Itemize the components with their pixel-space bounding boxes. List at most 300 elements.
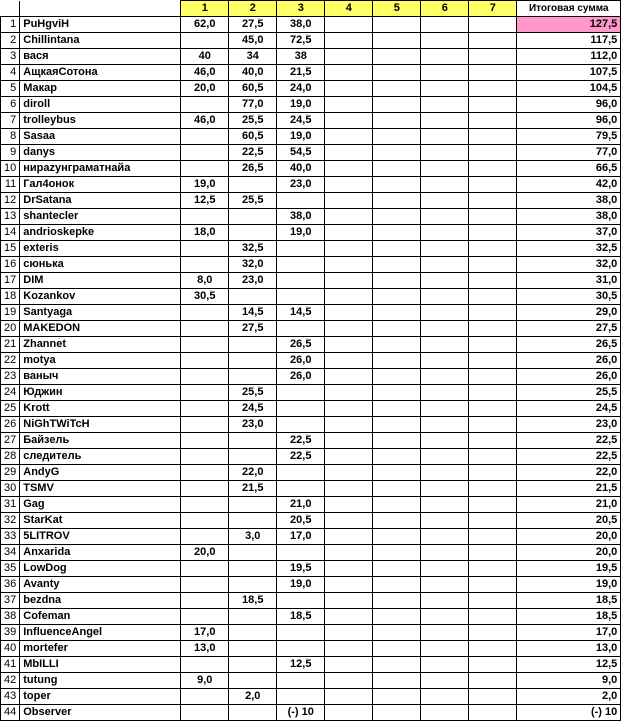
total-header[interactable]: Итоговая сумма	[517, 1, 621, 17]
round-2-score-cell[interactable]: 22,0	[229, 465, 277, 481]
round-5-score-cell[interactable]	[373, 241, 421, 257]
round-6-score-cell[interactable]	[421, 257, 469, 273]
round-4-score-cell[interactable]	[325, 545, 373, 561]
round-1-score-cell[interactable]	[181, 385, 229, 401]
round-4-score-cell[interactable]	[325, 337, 373, 353]
round-5-score-cell[interactable]	[373, 385, 421, 401]
round-2-score-cell[interactable]: 27,5	[229, 321, 277, 337]
round-6-score-cell[interactable]	[421, 33, 469, 49]
round-2-score-cell[interactable]	[229, 609, 277, 625]
round-7-score-cell[interactable]	[469, 385, 517, 401]
round-3-score-cell[interactable]	[277, 321, 325, 337]
round-3-score-cell[interactable]	[277, 641, 325, 657]
round-1-score-cell[interactable]: 62,0	[181, 17, 229, 33]
round-5-score-cell[interactable]	[373, 193, 421, 209]
round-7-score-cell[interactable]	[469, 561, 517, 577]
player-name-cell[interactable]: bezdna	[20, 593, 181, 609]
player-name-cell[interactable]: нираzунграматнайа	[20, 161, 181, 177]
total-score-cell[interactable]: 30,5	[517, 289, 621, 305]
round-5-score-cell[interactable]	[373, 289, 421, 305]
total-score-cell[interactable]: 20,0	[517, 529, 621, 545]
round-7-score-cell[interactable]	[469, 81, 517, 97]
round-1-score-cell[interactable]	[181, 513, 229, 529]
round-3-score-cell[interactable]: 21,5	[277, 65, 325, 81]
round-7-score-cell[interactable]	[469, 33, 517, 49]
round-6-score-cell[interactable]	[421, 337, 469, 353]
player-name-cell[interactable]: Zhannet	[20, 337, 181, 353]
total-score-cell[interactable]: 19,0	[517, 577, 621, 593]
round-5-score-cell[interactable]	[373, 481, 421, 497]
round-3-score-cell[interactable]	[277, 465, 325, 481]
round-5-score-cell[interactable]	[373, 545, 421, 561]
round-1-score-cell[interactable]: 46,0	[181, 65, 229, 81]
round-2-score-cell[interactable]: 32,5	[229, 241, 277, 257]
round-4-score-cell[interactable]	[325, 609, 373, 625]
round-1-score-cell[interactable]	[181, 465, 229, 481]
round-1-score-cell[interactable]	[181, 33, 229, 49]
round-1-score-cell[interactable]: 19,0	[181, 177, 229, 193]
total-score-cell[interactable]: 127,5	[517, 17, 621, 33]
round-6-score-cell[interactable]	[421, 49, 469, 65]
round-4-score-cell[interactable]	[325, 673, 373, 689]
round-7-score-cell[interactable]	[469, 369, 517, 385]
round-5-score-cell[interactable]	[373, 577, 421, 593]
round-3-score-cell[interactable]	[277, 625, 325, 641]
round-6-score-cell[interactable]	[421, 129, 469, 145]
player-name-cell[interactable]: exteris	[20, 241, 181, 257]
player-name-cell[interactable]: toper	[20, 689, 181, 705]
round-5-score-cell[interactable]	[373, 97, 421, 113]
total-score-cell[interactable]: 117,5	[517, 33, 621, 49]
total-score-cell[interactable]: 77,0	[517, 145, 621, 161]
player-name-cell[interactable]: trolleybus	[20, 113, 181, 129]
round-4-score-cell[interactable]	[325, 129, 373, 145]
round-6-score-cell[interactable]	[421, 369, 469, 385]
round-5-score-cell[interactable]	[373, 401, 421, 417]
round-6-score-cell[interactable]	[421, 113, 469, 129]
round-6-score-cell[interactable]	[421, 657, 469, 673]
total-score-cell[interactable]: 107,5	[517, 65, 621, 81]
round-4-score-cell[interactable]	[325, 593, 373, 609]
round-3-score-cell[interactable]: 40,0	[277, 161, 325, 177]
round-3-score-cell[interactable]	[277, 689, 325, 705]
round-4-score-cell[interactable]	[325, 513, 373, 529]
round-6-score-cell[interactable]	[421, 449, 469, 465]
round-6-score-cell[interactable]	[421, 705, 469, 721]
round-3-score-cell[interactable]: 22,5	[277, 449, 325, 465]
round-1-score-cell[interactable]	[181, 321, 229, 337]
round-6-score-cell[interactable]	[421, 385, 469, 401]
round-1-score-cell[interactable]	[181, 593, 229, 609]
round-7-score-cell[interactable]	[469, 65, 517, 81]
round-2-score-cell[interactable]: 18,5	[229, 593, 277, 609]
round-6-score-cell[interactable]	[421, 673, 469, 689]
player-name-cell[interactable]: Anxarida	[20, 545, 181, 561]
total-score-cell[interactable]: 31,0	[517, 273, 621, 289]
round-6-score-cell[interactable]	[421, 81, 469, 97]
round-3-score-cell[interactable]: 19,0	[277, 97, 325, 113]
round-7-score-cell[interactable]	[469, 289, 517, 305]
round-3-score-cell[interactable]	[277, 673, 325, 689]
total-score-cell[interactable]: 25,5	[517, 385, 621, 401]
round-1-score-cell[interactable]: 20,0	[181, 81, 229, 97]
round-7-score-cell[interactable]	[469, 641, 517, 657]
round-3-score-cell[interactable]: 21,0	[277, 497, 325, 513]
round-2-score-cell[interactable]: 23,0	[229, 273, 277, 289]
player-name-cell[interactable]: Макар	[20, 81, 181, 97]
round-2-score-cell[interactable]: 2,0	[229, 689, 277, 705]
round-1-score-cell[interactable]	[181, 257, 229, 273]
player-name-cell[interactable]: Avanty	[20, 577, 181, 593]
round-5-score-cell[interactable]	[373, 465, 421, 481]
round-3-score-cell[interactable]: 38,0	[277, 209, 325, 225]
total-score-cell[interactable]: 96,0	[517, 113, 621, 129]
round-2-score-cell[interactable]: 77,0	[229, 97, 277, 113]
round-6-score-cell[interactable]	[421, 641, 469, 657]
round-2-score-cell[interactable]	[229, 497, 277, 513]
round-1-score-cell[interactable]: 46,0	[181, 113, 229, 129]
round-5-score-cell[interactable]	[373, 161, 421, 177]
round-4-score-cell[interactable]	[325, 417, 373, 433]
round-4-score-cell[interactable]	[325, 449, 373, 465]
round-4-score-cell[interactable]	[325, 321, 373, 337]
total-score-cell[interactable]: 17,0	[517, 625, 621, 641]
round-5-score-cell[interactable]	[373, 49, 421, 65]
total-score-cell[interactable]: 18,5	[517, 609, 621, 625]
round-5-score-cell[interactable]	[373, 561, 421, 577]
player-name-cell[interactable]: Юджин	[20, 385, 181, 401]
total-score-cell[interactable]: (-) 10	[517, 705, 621, 721]
round-4-score-cell[interactable]	[325, 625, 373, 641]
round-4-score-cell[interactable]	[325, 225, 373, 241]
round-2-score-cell[interactable]: 25,5	[229, 113, 277, 129]
round-2-score-cell[interactable]	[229, 433, 277, 449]
round-4-score-cell[interactable]	[325, 641, 373, 657]
round-2-score-cell[interactable]	[229, 449, 277, 465]
round-7-score-cell[interactable]	[469, 321, 517, 337]
round-2-score-cell[interactable]: 40,0	[229, 65, 277, 81]
round-4-score-cell[interactable]	[325, 305, 373, 321]
player-name-cell[interactable]: Sasaa	[20, 129, 181, 145]
round-6-score-cell[interactable]	[421, 289, 469, 305]
round-1-score-cell[interactable]	[181, 561, 229, 577]
player-name-cell[interactable]: следитель	[20, 449, 181, 465]
round-7-score-cell[interactable]	[469, 497, 517, 513]
round-6-score-cell[interactable]	[421, 241, 469, 257]
round-7-score-cell[interactable]	[469, 305, 517, 321]
round-7-score-cell[interactable]	[469, 529, 517, 545]
round-2-score-cell[interactable]: 26,5	[229, 161, 277, 177]
round-3-score-cell[interactable]: 19,5	[277, 561, 325, 577]
player-name-cell[interactable]: MAKEDON	[20, 321, 181, 337]
round-7-score-cell[interactable]	[469, 193, 517, 209]
round-7-score-cell[interactable]	[469, 145, 517, 161]
round-1-score-cell[interactable]	[181, 129, 229, 145]
round-3-score-cell[interactable]	[277, 193, 325, 209]
round-7-score-cell[interactable]	[469, 673, 517, 689]
player-name-cell[interactable]: вася	[20, 49, 181, 65]
player-name-cell[interactable]: MbILLI	[20, 657, 181, 673]
round-6-score-cell[interactable]	[421, 465, 469, 481]
round-5-score-cell[interactable]	[373, 497, 421, 513]
round-2-score-cell[interactable]: 60,5	[229, 129, 277, 145]
player-name-cell[interactable]: Kozankov	[20, 289, 181, 305]
round-header-7[interactable]: 7	[469, 1, 517, 17]
round-1-score-cell[interactable]	[181, 577, 229, 593]
round-4-score-cell[interactable]	[325, 289, 373, 305]
player-name-cell[interactable]: сюнька	[20, 257, 181, 273]
round-3-score-cell[interactable]: 19,0	[277, 577, 325, 593]
round-5-score-cell[interactable]	[373, 129, 421, 145]
round-7-score-cell[interactable]	[469, 417, 517, 433]
round-3-score-cell[interactable]: 24,5	[277, 113, 325, 129]
round-2-score-cell[interactable]	[229, 209, 277, 225]
round-1-score-cell[interactable]	[181, 353, 229, 369]
total-score-cell[interactable]: 23,0	[517, 417, 621, 433]
round-6-score-cell[interactable]	[421, 497, 469, 513]
round-1-score-cell[interactable]: 18,0	[181, 225, 229, 241]
round-4-score-cell[interactable]	[325, 33, 373, 49]
round-2-score-cell[interactable]	[229, 545, 277, 561]
round-1-score-cell[interactable]: 30,5	[181, 289, 229, 305]
round-7-score-cell[interactable]	[469, 449, 517, 465]
round-3-score-cell[interactable]	[277, 241, 325, 257]
round-5-score-cell[interactable]	[373, 225, 421, 241]
total-score-cell[interactable]: 38,0	[517, 193, 621, 209]
round-1-score-cell[interactable]	[181, 529, 229, 545]
round-3-score-cell[interactable]: 38	[277, 49, 325, 65]
round-4-score-cell[interactable]	[325, 193, 373, 209]
total-score-cell[interactable]: 37,0	[517, 225, 621, 241]
round-7-score-cell[interactable]	[469, 481, 517, 497]
round-7-score-cell[interactable]	[469, 209, 517, 225]
total-score-cell[interactable]: 66,5	[517, 161, 621, 177]
round-6-score-cell[interactable]	[421, 17, 469, 33]
round-7-score-cell[interactable]	[469, 337, 517, 353]
round-2-score-cell[interactable]: 3,0	[229, 529, 277, 545]
total-score-cell[interactable]: 27,5	[517, 321, 621, 337]
player-name-cell[interactable]: andrioskepke	[20, 225, 181, 241]
round-3-score-cell[interactable]: 14,5	[277, 305, 325, 321]
round-2-score-cell[interactable]: 27,5	[229, 17, 277, 33]
round-4-score-cell[interactable]	[325, 481, 373, 497]
round-2-score-cell[interactable]	[229, 289, 277, 305]
round-1-score-cell[interactable]	[181, 209, 229, 225]
round-4-score-cell[interactable]	[325, 209, 373, 225]
round-5-score-cell[interactable]	[373, 705, 421, 721]
round-1-score-cell[interactable]	[181, 433, 229, 449]
round-3-score-cell[interactable]	[277, 401, 325, 417]
round-3-score-cell[interactable]: 24,0	[277, 81, 325, 97]
round-7-score-cell[interactable]	[469, 513, 517, 529]
round-5-score-cell[interactable]	[373, 113, 421, 129]
round-5-score-cell[interactable]	[373, 65, 421, 81]
player-name-cell[interactable]: Gag	[20, 497, 181, 513]
round-2-score-cell[interactable]: 14,5	[229, 305, 277, 321]
round-header-4[interactable]: 4	[325, 1, 373, 17]
round-3-score-cell[interactable]: 38,0	[277, 17, 325, 33]
round-7-score-cell[interactable]	[469, 113, 517, 129]
round-6-score-cell[interactable]	[421, 513, 469, 529]
total-score-cell[interactable]: 9,0	[517, 673, 621, 689]
total-score-cell[interactable]: 2,0	[517, 689, 621, 705]
round-2-score-cell[interactable]: 34	[229, 49, 277, 65]
total-score-cell[interactable]: 21,0	[517, 497, 621, 513]
round-5-score-cell[interactable]	[373, 689, 421, 705]
round-7-score-cell[interactable]	[469, 225, 517, 241]
total-score-cell[interactable]: 29,0	[517, 305, 621, 321]
round-1-score-cell[interactable]	[181, 97, 229, 113]
round-3-score-cell[interactable]: 19,0	[277, 225, 325, 241]
round-header-5[interactable]: 5	[373, 1, 421, 17]
round-3-score-cell[interactable]: 72,5	[277, 33, 325, 49]
round-6-score-cell[interactable]	[421, 305, 469, 321]
round-header-2[interactable]: 2	[229, 1, 277, 17]
round-1-score-cell[interactable]	[181, 657, 229, 673]
player-name-cell[interactable]: Observer	[20, 705, 181, 721]
round-4-score-cell[interactable]	[325, 65, 373, 81]
round-7-score-cell[interactable]	[469, 689, 517, 705]
round-4-score-cell[interactable]	[325, 657, 373, 673]
player-name-cell[interactable]: ваныч	[20, 369, 181, 385]
round-2-score-cell[interactable]: 32,0	[229, 257, 277, 273]
round-1-score-cell[interactable]	[181, 337, 229, 353]
round-3-score-cell[interactable]: 26,0	[277, 369, 325, 385]
total-score-cell[interactable]: 42,0	[517, 177, 621, 193]
round-6-score-cell[interactable]	[421, 593, 469, 609]
round-3-score-cell[interactable]	[277, 417, 325, 433]
round-2-score-cell[interactable]	[229, 705, 277, 721]
player-name-cell[interactable]: Krott	[20, 401, 181, 417]
player-name-cell[interactable]: 5LITROV	[20, 529, 181, 545]
round-7-score-cell[interactable]	[469, 545, 517, 561]
round-5-score-cell[interactable]	[373, 657, 421, 673]
round-2-score-cell[interactable]	[229, 657, 277, 673]
round-5-score-cell[interactable]	[373, 673, 421, 689]
round-7-score-cell[interactable]	[469, 241, 517, 257]
player-name-cell[interactable]: tutung	[20, 673, 181, 689]
round-1-score-cell[interactable]	[181, 481, 229, 497]
round-7-score-cell[interactable]	[469, 353, 517, 369]
total-score-cell[interactable]: 26,0	[517, 369, 621, 385]
total-score-cell[interactable]: 24,5	[517, 401, 621, 417]
round-3-score-cell[interactable]: 20,5	[277, 513, 325, 529]
player-name-cell[interactable]: Гал4онок	[20, 177, 181, 193]
round-1-score-cell[interactable]	[181, 145, 229, 161]
round-5-score-cell[interactable]	[373, 337, 421, 353]
round-5-score-cell[interactable]	[373, 433, 421, 449]
round-4-score-cell[interactable]	[325, 273, 373, 289]
round-header-3[interactable]: 3	[277, 1, 325, 17]
total-score-cell[interactable]: 19,5	[517, 561, 621, 577]
round-2-score-cell[interactable]: 45,0	[229, 33, 277, 49]
player-name-cell[interactable]: АщкаяСотона	[20, 65, 181, 81]
total-score-cell[interactable]: 96,0	[517, 97, 621, 113]
round-7-score-cell[interactable]	[469, 465, 517, 481]
player-name-cell[interactable]: Байзель	[20, 433, 181, 449]
player-name-cell[interactable]: Chillintana	[20, 33, 181, 49]
round-6-score-cell[interactable]	[421, 193, 469, 209]
round-7-score-cell[interactable]	[469, 17, 517, 33]
round-6-score-cell[interactable]	[421, 401, 469, 417]
round-3-score-cell[interactable]	[277, 257, 325, 273]
round-6-score-cell[interactable]	[421, 97, 469, 113]
player-name-cell[interactable]: shantecler	[20, 209, 181, 225]
round-5-score-cell[interactable]	[373, 625, 421, 641]
round-6-score-cell[interactable]	[421, 625, 469, 641]
round-1-score-cell[interactable]: 8,0	[181, 273, 229, 289]
round-7-score-cell[interactable]	[469, 609, 517, 625]
total-score-cell[interactable]: 26,5	[517, 337, 621, 353]
round-6-score-cell[interactable]	[421, 609, 469, 625]
round-6-score-cell[interactable]	[421, 273, 469, 289]
round-1-score-cell[interactable]: 9,0	[181, 673, 229, 689]
round-2-score-cell[interactable]	[229, 225, 277, 241]
round-3-score-cell[interactable]: (-) 10	[277, 705, 325, 721]
round-3-score-cell[interactable]: 54,5	[277, 145, 325, 161]
round-2-score-cell[interactable]	[229, 561, 277, 577]
round-5-score-cell[interactable]	[373, 641, 421, 657]
round-2-score-cell[interactable]	[229, 577, 277, 593]
round-5-score-cell[interactable]	[373, 33, 421, 49]
round-7-score-cell[interactable]	[469, 625, 517, 641]
round-1-score-cell[interactable]	[181, 497, 229, 513]
round-4-score-cell[interactable]	[325, 257, 373, 273]
round-6-score-cell[interactable]	[421, 577, 469, 593]
player-name-cell[interactable]: DIM	[20, 273, 181, 289]
round-2-score-cell[interactable]	[229, 177, 277, 193]
round-4-score-cell[interactable]	[325, 529, 373, 545]
round-6-score-cell[interactable]	[421, 65, 469, 81]
round-3-score-cell[interactable]: 18,5	[277, 609, 325, 625]
round-1-score-cell[interactable]	[181, 689, 229, 705]
round-1-score-cell[interactable]	[181, 241, 229, 257]
player-name-cell[interactable]: motya	[20, 353, 181, 369]
round-4-score-cell[interactable]	[325, 497, 373, 513]
total-score-cell[interactable]: 13,0	[517, 641, 621, 657]
round-1-score-cell[interactable]: 12,5	[181, 193, 229, 209]
round-5-score-cell[interactable]	[373, 417, 421, 433]
round-6-score-cell[interactable]	[421, 209, 469, 225]
round-4-score-cell[interactable]	[325, 561, 373, 577]
round-2-score-cell[interactable]	[229, 673, 277, 689]
round-5-score-cell[interactable]	[373, 273, 421, 289]
round-1-score-cell[interactable]: 40	[181, 49, 229, 65]
round-3-score-cell[interactable]: 26,0	[277, 353, 325, 369]
round-1-score-cell[interactable]	[181, 705, 229, 721]
player-name-cell[interactable]: StarKat	[20, 513, 181, 529]
round-2-score-cell[interactable]: 23,0	[229, 417, 277, 433]
total-score-cell[interactable]: 32,0	[517, 257, 621, 273]
player-name-cell[interactable]: Cofeman	[20, 609, 181, 625]
round-5-score-cell[interactable]	[373, 593, 421, 609]
player-name-cell[interactable]: NiGhTWiTcH	[20, 417, 181, 433]
round-4-score-cell[interactable]	[325, 145, 373, 161]
round-3-score-cell[interactable]	[277, 289, 325, 305]
total-score-cell[interactable]: 26,0	[517, 353, 621, 369]
round-5-score-cell[interactable]	[373, 369, 421, 385]
round-3-score-cell[interactable]	[277, 273, 325, 289]
total-score-cell[interactable]: 18,5	[517, 593, 621, 609]
round-6-score-cell[interactable]	[421, 529, 469, 545]
round-6-score-cell[interactable]	[421, 417, 469, 433]
round-1-score-cell[interactable]: 17,0	[181, 625, 229, 641]
round-3-score-cell[interactable]: 17,0	[277, 529, 325, 545]
round-4-score-cell[interactable]	[325, 385, 373, 401]
round-1-score-cell[interactable]: 20,0	[181, 545, 229, 561]
round-7-score-cell[interactable]	[469, 177, 517, 193]
round-5-score-cell[interactable]	[373, 257, 421, 273]
